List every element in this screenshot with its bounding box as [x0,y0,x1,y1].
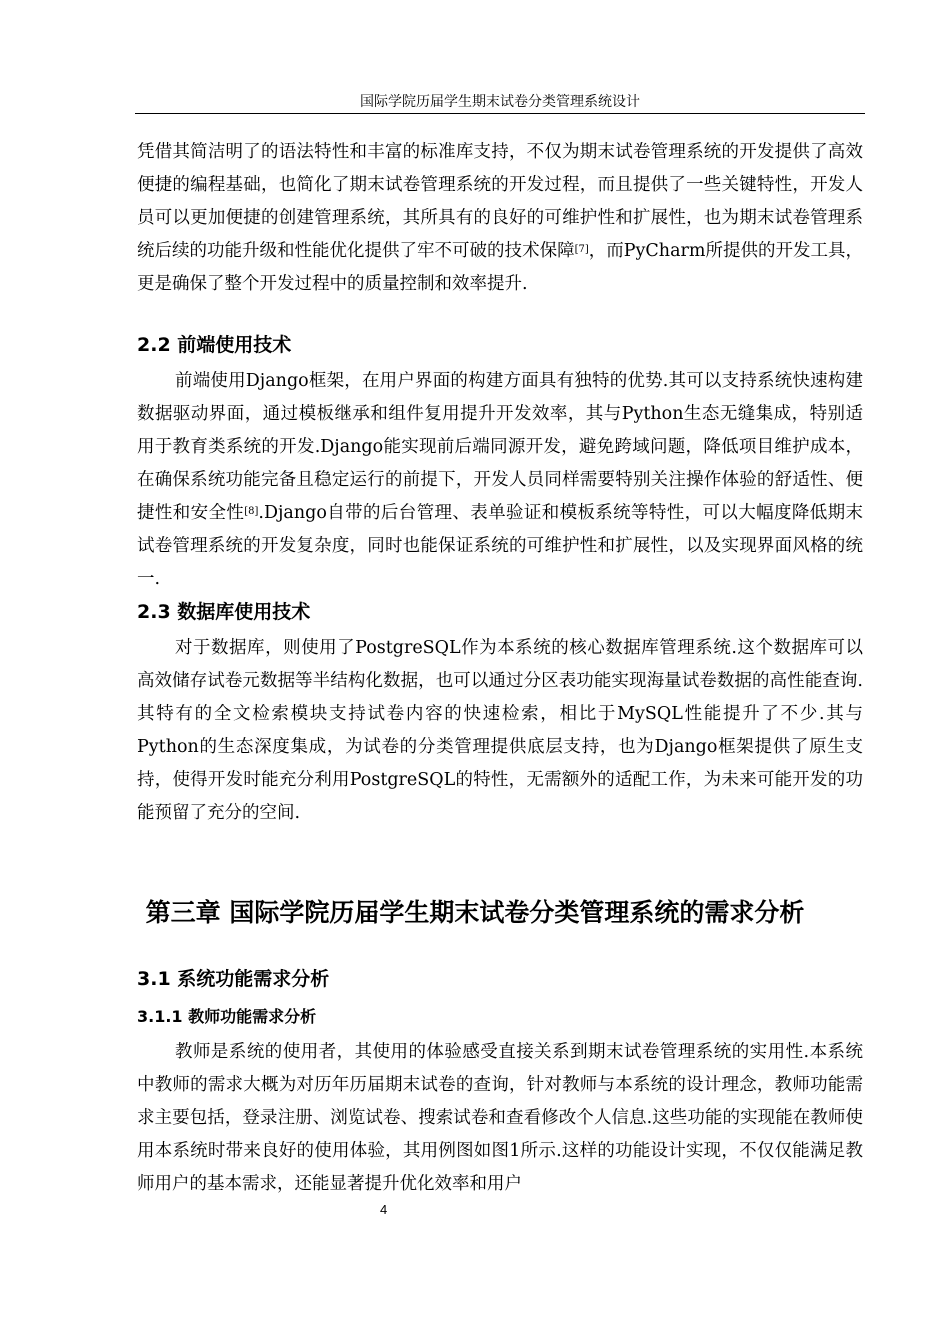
running-header: 国际学院历届学生期末试卷分类管理系统设计 [360,94,640,110]
section-heading-2-3: 2.3 数据库使用技术 [137,601,311,623]
chapter-heading-3: 第三章 国际学院历届学生期末试卷分类管理系统的需求分析 [145,898,805,927]
subsection-heading-3-1-1: 3.1.1 教师功能需求分析 [137,1007,317,1026]
page-number: 4 [380,1202,388,1217]
paragraph-text: ，而PyCharm所提供的开发工具，更是确保了整个开发过程中的质量控制和效率提升. [137,241,863,294]
citation-ref: [7] [574,244,589,255]
section-heading-2-2: 2.2 前端使用技术 [137,334,292,356]
paragraph-2-1-continued [137,136,863,301]
paragraph-3-1-1: 教师是系统的使用者，其使用的体验感受直接关系到期末试卷管理系统的实用性.本系统中教师的需求大概为对历年历届期末试卷的查询，针对教师与本系统的设计理念，教师功能需求主要包括，登录注册、浏览试卷、搜索试卷和查看修改个人信息.这些功能的实现能在教师使用本系统时带来良好的使用体验，其用例图如图1所示.这样的功能设计实现，不仅仅能满足教师用户的基本需求，还能显著提升优化效率和用户 [137,1042,863,1194]
paragraph-2-3: 对于数据库，则使用了PostgreSQL作为本系统的核心数据库管理系统.这个数据库可以高效储存试卷元数据等半结构化数据，也可以通过分区表功能实现海量试卷数据的高性能查询.其特有的全文检索模块支持试卷内容的快速检索，相比于MySQL性能提升了不少.其与Python的生态深度集成，为试卷的分类管理提供底层支持，也为Django框架提供了原生支持，使得开发时能充分利用PostgreSQL的特性，无需额外的适配工作，为未来可能开发的功能预留了充分的空间. [137,638,863,823]
citation-ref: [8] [244,506,259,517]
header-divider [135,113,865,114]
paragraph-2-2 [137,365,863,596]
section-heading-3-1: 3.1 系统功能需求分析 [137,968,330,990]
paragraph-text: 前端使用Django框架，在用户界面的构建方面具有独特的优势.其可以支持系统快速构建数据驱动界面，通过模板继承和组件复用提升开发效率，其与Python生态无缝集成，特别适用于教育类系统的开发.Django能实现前后端同源开发，避免跨域问题，降低项目维护成本，在确保系统功能完备且稳定运行的前提下，开发人员同样需要特别关注操作体验的舒适性、便捷性和安全性 [137,371,863,523]
paragraph-text: 凭借其简洁明了的语法特性和丰富的标准库支持，不仅为期末试卷管理系统的开发提供了高效便捷的编程基础，也简化了期末试卷管理系统的开发过程，而且提供了一些关键特性，开发人员可以更加便捷的创建管理系统，其所具有的良好的可维护性和扩展性，也为期末试卷管理系统后续的功能升级和性能优化提供了牢不可破的技术保障 [137,142,863,261]
paragraph-text: .Django自带的后台管理、表单验证和模板系统等特性，可以大幅度降低期末试卷管理系统的开发复杂度，同时也能保证系统的可维护性和扩展性，以及实现界面风格的统一. [137,503,863,589]
